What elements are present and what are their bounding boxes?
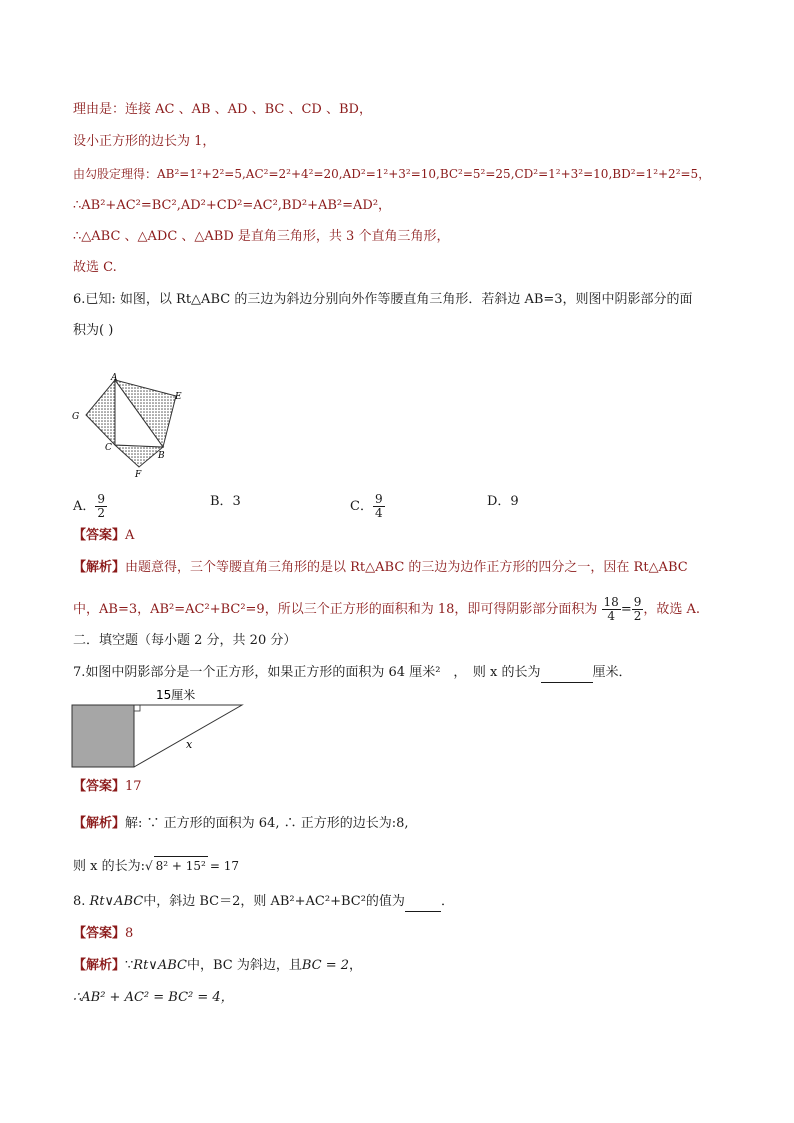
pythagoras-line: 由勾股定理得：AB²=1²+2²=5,AC²=2²+4²=20,AD²=1²+3²=10,BC²=5²=25,CD²=1²+3²=10,BD²=1²+2²=5， [73,167,711,181]
assume-line: 设小正方形的边长为 1， [73,134,216,149]
therefore-line-1: ∴AB²+AC²=BC²,AD²+CD²=AC²,BD²+AB²=AD²， [73,198,392,213]
label-15cm: 15厘米 [156,688,196,702]
option-c: C． $\frac{9}{4}$ [350,492,383,520]
shaded-square [72,705,134,767]
option-b: B．3 [210,494,241,509]
q6-analysis-2: 中，AB=3，AB²=AC²+BC²=9，所以三个正方形的面积和为 18，即可得阴影部分面积为 $\frac{18}{4}$ = $\frac{9}{2}$ ，故选 A. [73,595,701,623]
option-c-fraction: $\frac{9}{4}$ [374,492,383,520]
option-d: D．9 [487,494,519,509]
q7-square-figure [70,685,250,771]
q8-answer-blank [405,893,441,912]
q7-calculation: 则 x 的长为:√ 8² + 15² = 17 [73,856,239,876]
option-a: A． $\frac{9}{2}$ [73,492,106,520]
q7-answer: 【答案】17 [73,779,142,794]
question-7: 7.如图中阴影部分是一个正方形，如果正方形的面积为 64 厘米² ， 则 x 的长为 厘米． [73,664,632,683]
question-6-line-2: 积为( ) [73,323,114,338]
question-6-line-1: 6.已知: 如图，以 Rt△ABC 的三边为斜边分别向外作等腰直角三角形．若斜边 AB=3，则图中阴影部分的面 [73,292,693,307]
choose-line: 故选 C. [73,260,117,275]
q8-conclusion: ∴AB² + AC² = BC² = 4， [73,990,234,1005]
shaded-triangle-f [115,445,163,467]
label-c: C [105,443,112,453]
question-8: 8. Rt∨ABC中，斜边 BC＝2，则 AB²+AC²+BC²的值为 ． [73,893,454,912]
right-triangle [134,705,242,767]
q7-answer-blank [541,664,593,683]
shaded-triangle-g [86,380,115,445]
label-e: E [175,392,182,402]
q6-options [73,488,723,518]
label-b: B [158,451,165,461]
reason-line: 理由是：连接 AC 、AB 、AD 、BC 、CD 、BD， [73,102,372,117]
q7-analysis: 【解析】解: ∵ 正方形的面积为 64, ∴ 正方形的边长为:8, [73,816,409,831]
label-a: A [111,373,118,383]
section-2-heading: 二．填空题（每小题 2 分，共 20 分） [73,633,297,648]
q6-answer: 【答案】A [73,528,135,543]
q6-analysis-1: 【解析】由题意得，三个等腰直角三角形的是以 Rt△ABC 的三边为边作正方形的四分之一，因在 Rt△ABC [73,560,688,575]
q8-analysis: 【解析】∵Rt∨ABC中，BC 为斜边，且BC = 2， [73,958,363,973]
q6-fraction-18-4: $\frac{18}{4}$ [603,595,619,623]
label-g: G [72,412,80,422]
option-a-fraction: $\frac{9}{2}$ [97,492,106,520]
q6-fraction-9-2: $\frac{9}{2}$ [633,595,642,623]
label-f: F [135,470,142,480]
right-angle-mark [134,705,140,711]
label-x: x [186,738,193,751]
q6-triangle-figure [68,372,198,484]
q8-answer: 【答案】8 [73,926,134,941]
therefore-line-2: ∴△ABC 、△ADC 、△ABD 是直角三角形，共 3 个直角三角形， [73,229,450,244]
